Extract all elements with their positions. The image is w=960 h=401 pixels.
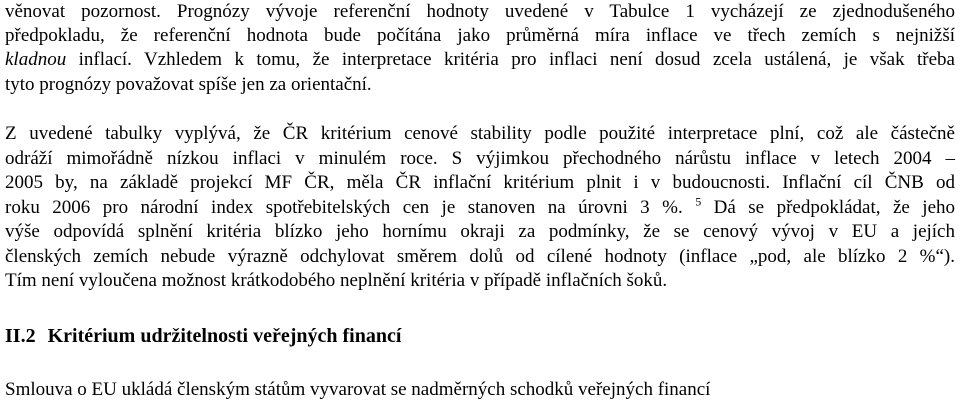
paragraph-1-line-3-text: inflací. Vzhledem k tomu, že interpretace kritéria pro inflaci není dosud zcela ustálená, je však třeba: [66, 49, 955, 70]
section-heading: [5, 325, 401, 347]
paragraph-2-line-3: 2005 by, na základě projekcí MF ČR, měla ČR inflační kritérium plnit i v budoucnosti. Inflační cíl ČNB od: [5, 172, 955, 193]
paragraph-1-line-2: předpokladu, že referenční hodnota bude počítána jako průměrná míra inflace ve třech zemích s nejnižší: [5, 25, 955, 46]
section-title: Kritérium udržitelnosti veřejných financí: [47, 325, 402, 347]
footnote-reference[interactable]: 5: [695, 194, 702, 209]
paragraph-2-line-1: Z uvedené tabulky vyplývá, že ČR kritérium cenové stability podle použité interpretace plní, což ale částečně: [5, 123, 955, 144]
paragraph-1-line-3: [5, 49, 955, 71]
paragraph-2-line-5: výše odpovídá splnění kritéria blízko jeho hornímu okraji za podmínky, že se cenový vývoj v EU a jejích: [5, 221, 955, 242]
italic-word: kladnou: [5, 49, 67, 70]
paragraph-1-line-4: tyto prognózy považovat spíše jen za orientační.: [5, 74, 372, 95]
paragraph-2-line-4-text-b: Dá se předpokládat, že jeho: [701, 197, 956, 218]
paragraph-3-line-1: Smlouva o EU ukládá členským státům vyvarovat se nadměrných schodků veřejných financí: [5, 379, 711, 400]
paragraph-2-line-6: členských zemích nebude výrazně odchylovat směrem dolů od cílené hodnoty (inflace „pod, ale blízko 2 %“).: [5, 246, 955, 267]
paragraph-2-line-7: Tím není vyloučena možnost krátkodobého neplnění kritéria v případě inflačních šoků.: [5, 270, 668, 291]
paragraph-2-line-2: odráží mimořádně nízkou inflaci v minulém roce. S výjimkou přechodného nárůstu inflace v letech 2004 –: [5, 148, 955, 169]
paragraph-2-line-4: [5, 194, 956, 219]
paragraph-1-line-1: věnovat pozornost. Prognózy vývoje referenční hodnoty uvedené v Tabulce 1 vycházejí ze zjednodušeného: [5, 1, 955, 22]
paragraph-2-line-4-text-a: roku 2006 pro národní index spotřebitelských cen je stanoven na úrovni 3 %.: [5, 197, 683, 218]
section-number: II.2: [5, 325, 36, 347]
